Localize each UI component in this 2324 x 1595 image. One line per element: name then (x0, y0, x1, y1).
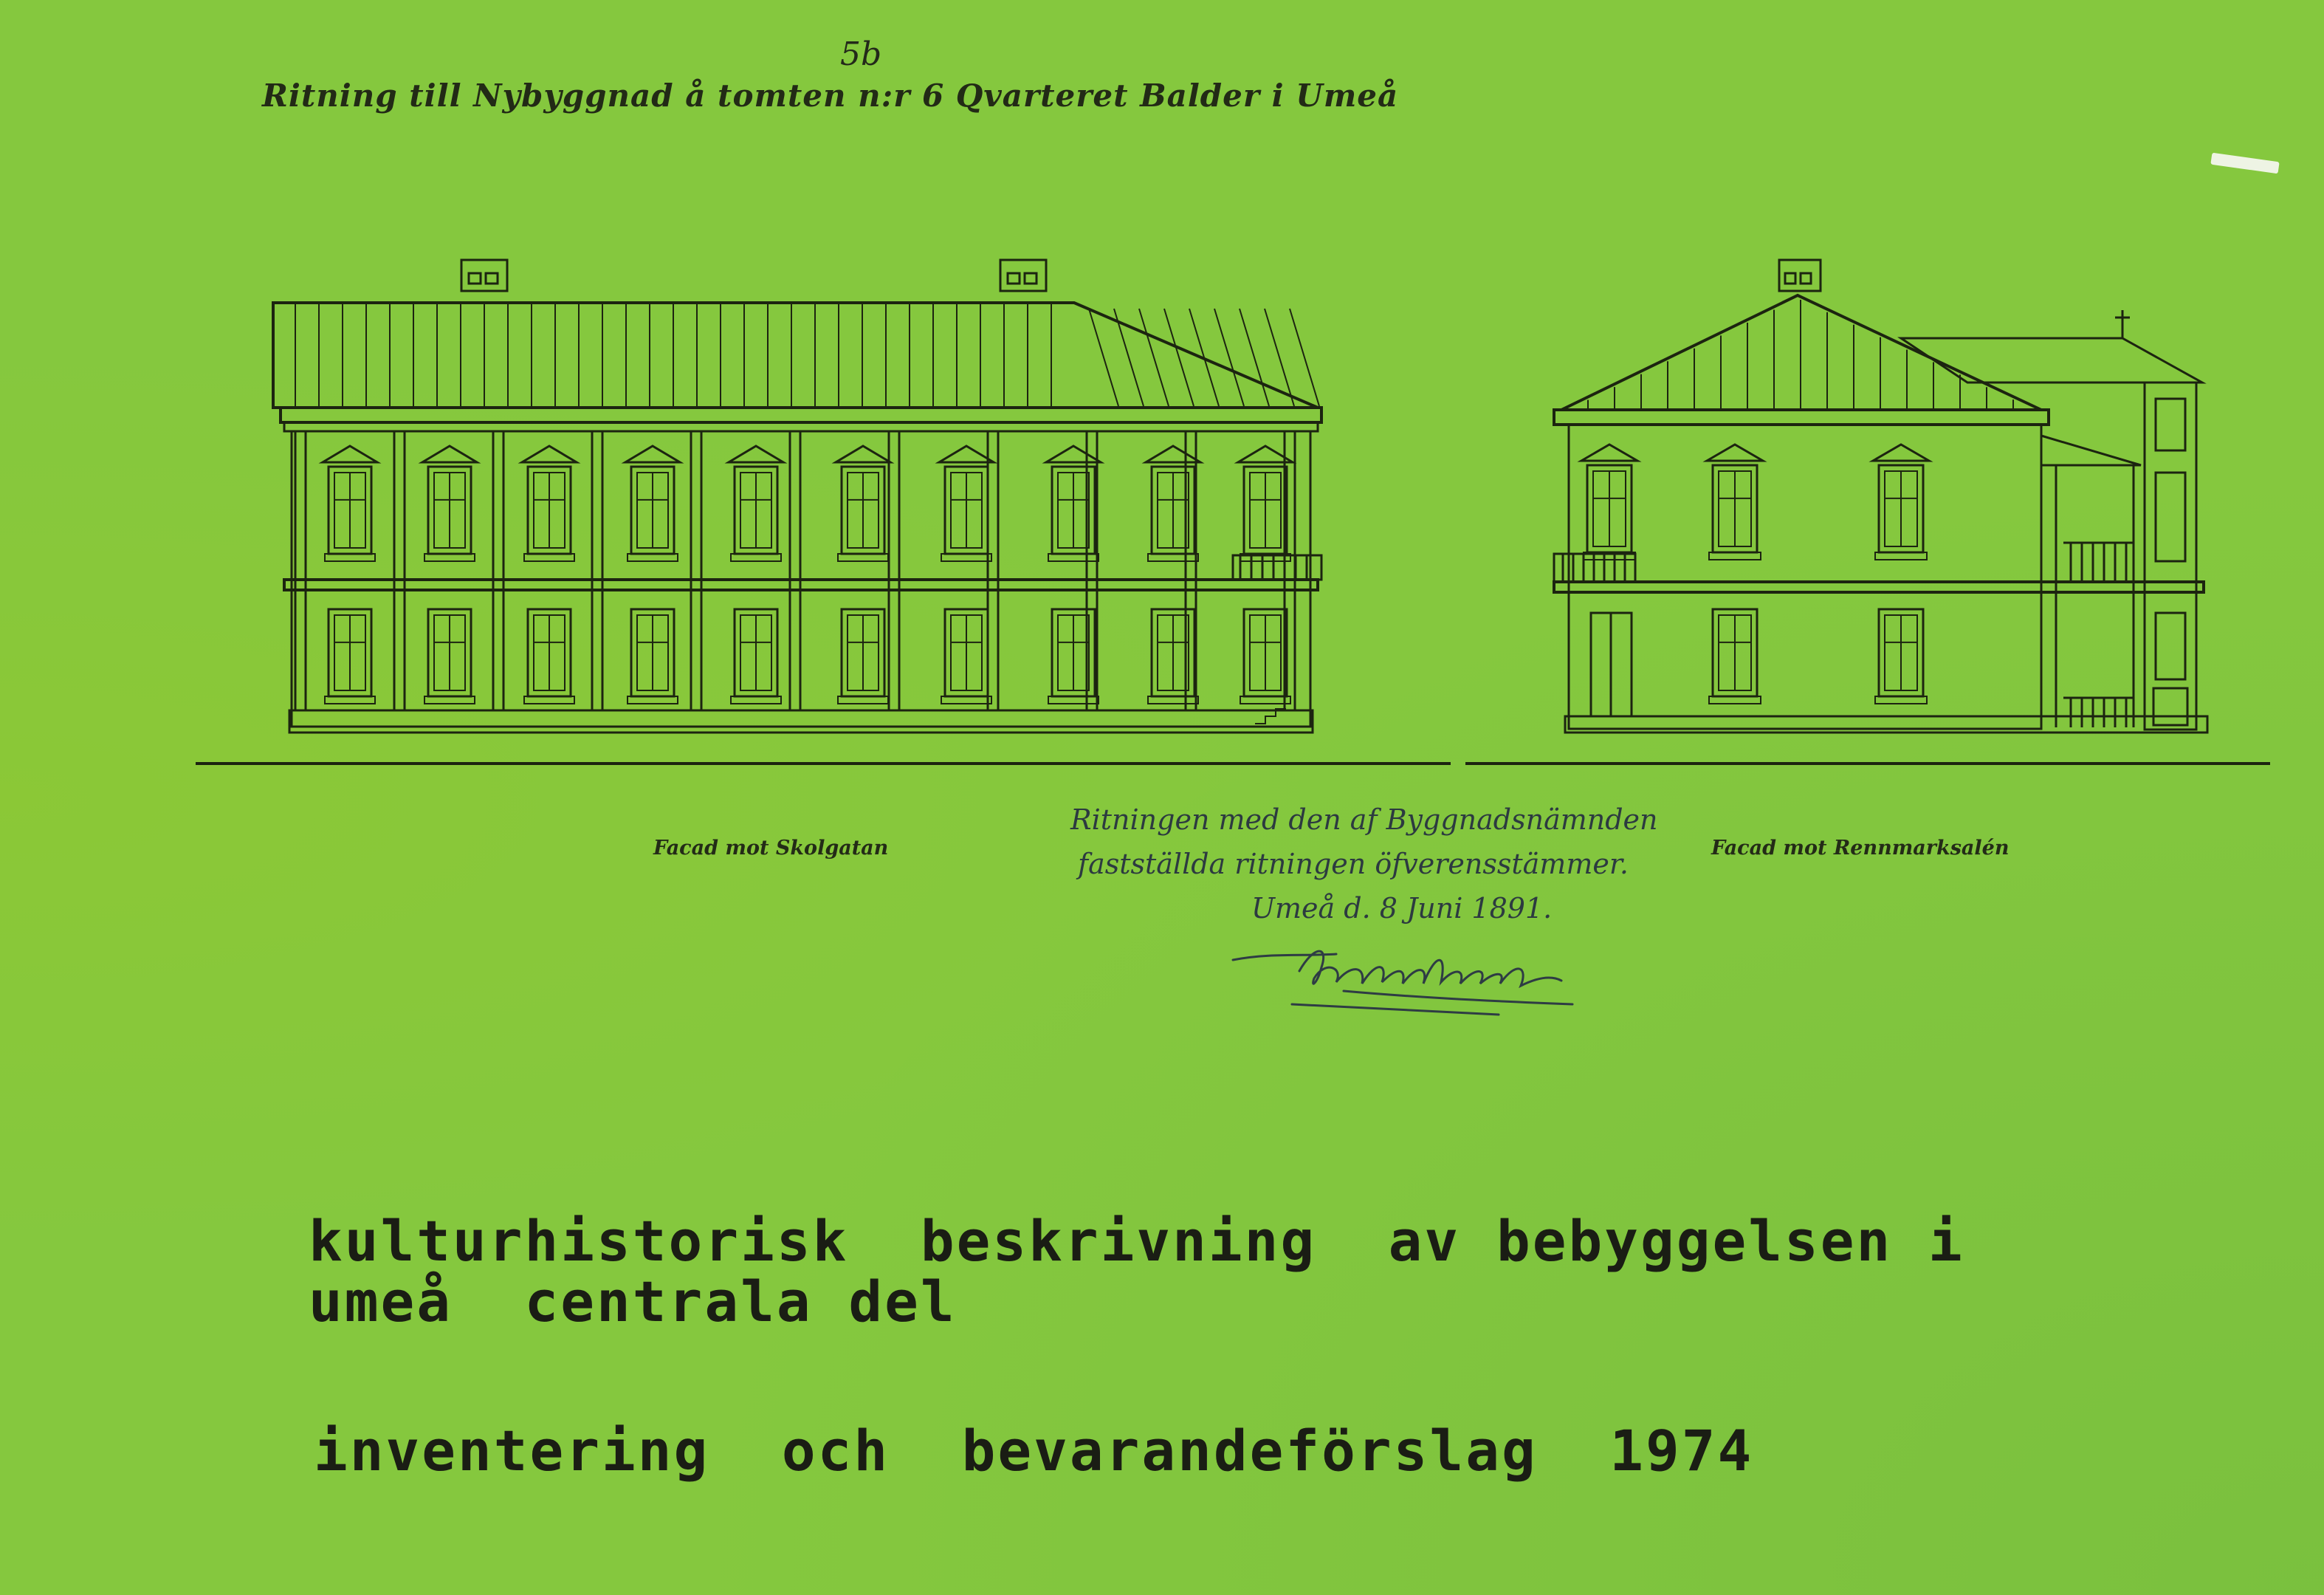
scan-mark (2210, 153, 2279, 174)
pilaster (295, 431, 306, 710)
window (1240, 609, 1290, 704)
approval-line-2: fastställda ritningen öfverensstämmer. (1078, 848, 1629, 880)
right-facade-caption: Facad mot Rennmarksalén (1711, 837, 2010, 860)
window (1875, 609, 1927, 704)
window (1707, 445, 1763, 560)
window (628, 609, 678, 704)
title-line-2: umeå centrala del (309, 1269, 957, 1334)
document-subtitle: inventering och bevarandeförslag 1974 (314, 1418, 1754, 1483)
page-number: 5b (840, 35, 882, 73)
handwritten-signature (1225, 938, 1580, 1019)
pilaster (889, 431, 899, 710)
pilaster (691, 431, 701, 710)
window (422, 446, 477, 561)
window (1581, 445, 1637, 560)
pilaster (394, 431, 405, 710)
window (1709, 609, 1761, 704)
pilaster (493, 431, 503, 710)
right-ground-line (1465, 762, 2270, 765)
approval-line-3: Umeå d. 8 Juni 1891. (1251, 892, 1553, 925)
window (1148, 609, 1198, 704)
window (1046, 446, 1101, 561)
window (939, 446, 994, 561)
pilaster (790, 431, 800, 710)
window (424, 609, 475, 704)
window (731, 609, 781, 704)
right-facade-drawing (1554, 251, 2218, 768)
window (941, 609, 991, 704)
left-facade-caption: Facad mot Skolgatan (653, 837, 889, 860)
window (1146, 446, 1200, 561)
window (625, 446, 680, 561)
window (524, 609, 574, 704)
approval-note (1070, 798, 1658, 930)
window (1048, 609, 1099, 704)
window (836, 446, 890, 561)
drawing-title: Ritning till Nybyggnad å tomten n:r 6 Qvarteret Balder i Umeå (262, 78, 1399, 114)
title-line-1: kulturhistorisk beskrivning av bebyggelsen i (309, 1208, 1964, 1274)
pilaster (988, 431, 998, 710)
window (325, 609, 375, 704)
pilaster (592, 431, 602, 710)
left-facade-drawing (192, 251, 1329, 768)
window (1873, 445, 1929, 560)
window (838, 609, 888, 704)
window (729, 446, 783, 561)
document-title (309, 1208, 1964, 1334)
window (522, 446, 577, 561)
window (323, 446, 377, 561)
approval-line-1: Ritningen med den af Byggnadsnämnden (1070, 803, 1658, 836)
left-ground-line (196, 762, 1451, 765)
